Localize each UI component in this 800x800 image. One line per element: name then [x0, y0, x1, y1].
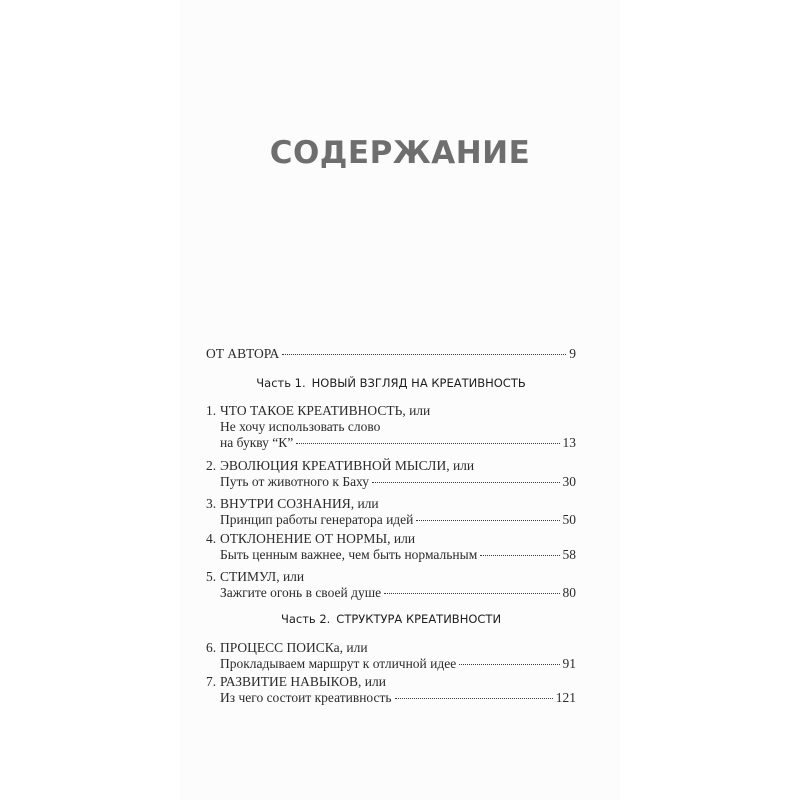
toc-chapter-title	[206, 531, 576, 547]
chapter-subtitle: на букву “К”	[220, 435, 294, 450]
chapter-subtitle: Путь от животного к Баху	[220, 474, 370, 489]
toc-chapter-title	[206, 496, 576, 512]
chapter-title: СТИМУЛ, или	[220, 569, 305, 584]
toc-chapter-subtitle	[220, 435, 576, 451]
toc-chapter-subtitle	[220, 585, 576, 601]
chapter-title: ВНУТРИ СОЗНАНИЯ, или	[220, 496, 379, 511]
part-number: Часть 2.	[280, 612, 331, 626]
part-heading-2	[206, 612, 576, 626]
part-name: СТРУКТУРА КРЕАТИВНОСТИ	[336, 612, 502, 626]
toc-chapter-title	[206, 458, 576, 474]
toc-chapter-subtitle	[220, 690, 576, 706]
chapter-number: 5.	[206, 569, 217, 584]
part-heading-1	[206, 376, 576, 390]
dot-leader	[416, 520, 559, 521]
toc-chapter-subtitle	[220, 547, 576, 563]
chapter-subtitle: Принцип работы генератора идей	[220, 512, 414, 527]
chapter-number: 4.	[206, 531, 217, 546]
dot-leader	[372, 482, 559, 483]
toc-chapter-subtitle	[220, 656, 576, 672]
toc-page-number: 13	[562, 435, 576, 450]
dot-leader	[459, 664, 559, 665]
toc-page-number: 30	[562, 474, 576, 489]
dot-leader	[480, 555, 559, 556]
chapter-subtitle: Быть ценным важнее, чем быть нормальным	[220, 547, 478, 562]
chapter-title: ОТКЛОНЕНИЕ ОТ НОРМЫ, или	[220, 531, 416, 546]
toc-entry-label: ОТ АВТОРА	[206, 346, 280, 361]
toc-chapter-title	[206, 674, 576, 690]
chapter-number: 6.	[206, 640, 217, 655]
toc-chapter-subtitle	[220, 512, 576, 528]
toc-page-number: 91	[562, 656, 576, 671]
chapter-subtitle: Прокладываем маршрут к отличной идее	[220, 656, 457, 671]
dot-leader	[384, 593, 559, 594]
toc-chapter-subtitle	[220, 419, 576, 435]
dot-leader	[296, 443, 559, 444]
toc-chapter-title	[206, 569, 576, 585]
toc-page-number: 9	[569, 346, 576, 361]
chapter-title: ЧТО ТАКОЕ КРЕАТИВНОСТЬ, или	[220, 403, 431, 418]
toc-chapter-title	[206, 403, 576, 419]
chapter-subtitle: Зажгите огонь в своей душе	[220, 585, 382, 600]
chapter-number: 3.	[206, 496, 217, 511]
chapter-title: РАЗВИТИЕ НАВЫКОВ, или	[220, 674, 386, 689]
toc-chapter-subtitle	[220, 474, 576, 490]
chapter-title: ЭВОЛЮЦИЯ КРЕАТИВНОЙ МЫСЛИ, или	[220, 458, 475, 473]
part-number: Часть 1.	[256, 376, 306, 390]
chapter-subtitle: Из чего состоит креативность	[220, 690, 392, 705]
chapter-subtitle: Не хочу использовать слово	[220, 419, 381, 434]
toc-page-number: 58	[562, 547, 576, 562]
toc-entry-author	[206, 346, 576, 362]
toc-page-number: 80	[562, 585, 576, 600]
part-name: НОВЫЙ ВЗГЛЯД НА КРЕАТИВНОСТЬ	[311, 376, 526, 390]
chapter-number: 7.	[206, 674, 217, 689]
chapter-number: 1.	[206, 403, 217, 418]
chapter-title: ПРОЦЕСС ПОИСКа, или	[220, 640, 368, 655]
toc-page-number: 121	[555, 690, 576, 705]
dot-leader	[395, 698, 553, 699]
toc-chapter-title	[206, 640, 576, 656]
chapter-number: 2.	[206, 458, 217, 473]
dot-leader	[282, 354, 566, 355]
toc-page-number: 50	[562, 512, 576, 527]
page-title: СОДЕРЖАНИЕ	[269, 135, 531, 171]
